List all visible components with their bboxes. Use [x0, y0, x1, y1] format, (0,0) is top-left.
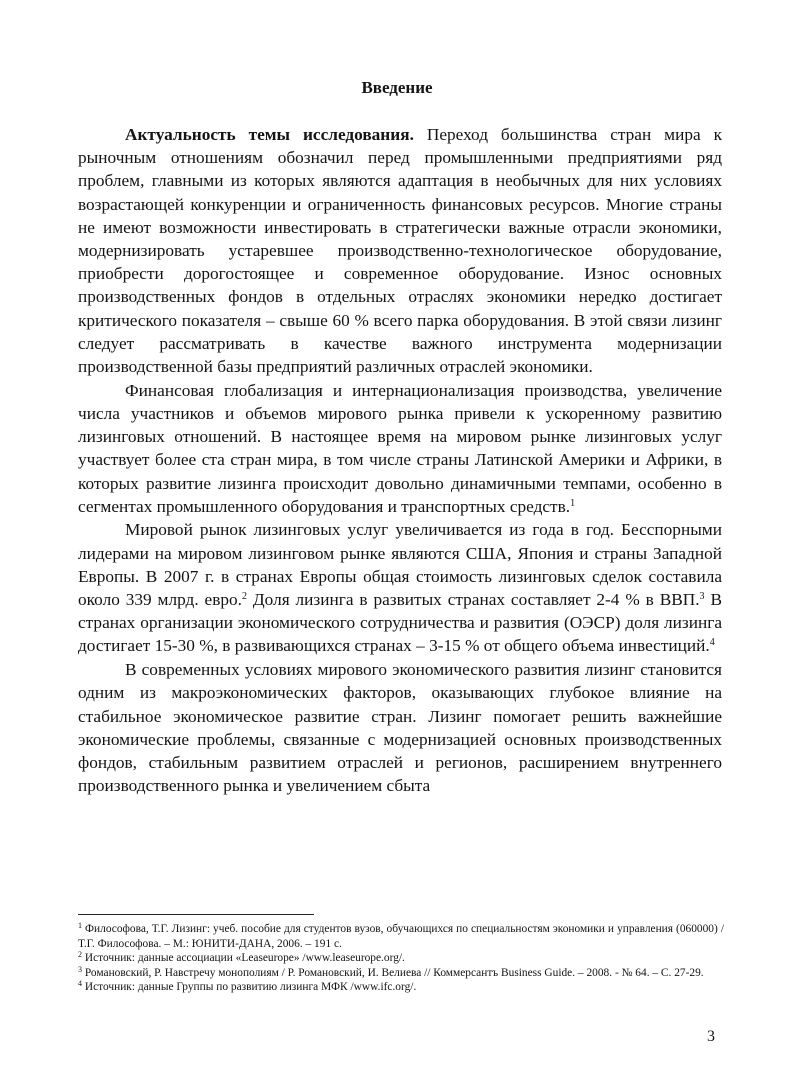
paragraph-world-market — [78, 518, 722, 657]
paragraph-macro-factor — [78, 658, 722, 797]
footnote-text: Источник: данные Группы по развитию лизинга МФК /www.ifc.org/. — [84, 981, 417, 994]
paragraph-text: Доля лизинга в развитых странах составляет 2-4 % в ВВП. — [246, 590, 700, 610]
paragraph-text: В странах организации экономического сотрудничества и развития (ОЭСР) доля лизинга достигает 15-30 %, в развивающихся странах – 3-15 % от общего объема инвестиций. — [78, 590, 722, 656]
paragraph-text: Мировой рынок лизинговых услуг увеличивается из года в год. Бесспорными лидерами на мировом лизинговом рынке являются США, Япония и страны Западной Европы. В 2007 г. в странах Европы общая стоимость лизинговых сделок составила около 339 млрд. евро. — [78, 520, 722, 610]
main-text — [78, 123, 722, 797]
relevance-heading: Актуальность темы исследования. — [125, 125, 414, 144]
paragraph-text: Переход большинства стран мира к рыночным отношениям обозначил перед промышленными предприятиями ряд проблем, главными из которых являются адаптация в необычных для них условиях возрастающей конкуренции и ограниченность финансовых ресурсов. Многие страны не имеют возможности инвестировать в стратегически важные отрасли экономики, модернизировать устаревшее производственно-технологическое оборудование, приобрести дорогостоящее и современное оборудование. Износ основных производственных фондов в отдельных отраслях экономики нередко достигает критического показателя – свыше 60 % всего парка оборудования. В этой связи лизинг следует рассматривать в качестве важного инструмента модернизации производственной базы предприятий различных отраслей экономики. — [78, 125, 722, 377]
footnote-ref[interactable]: 2 — [241, 591, 247, 603]
page-number: 3 — [707, 1028, 715, 1045]
footnote-item — [78, 980, 724, 995]
footnote-ref[interactable]: 4 — [709, 637, 715, 649]
footnote-item — [78, 922, 724, 951]
footnote-number: 3 — [78, 964, 82, 974]
footnotes — [78, 922, 724, 995]
footnote-text: Романовский, Р. Навстречу монополиям / Р. Романовский, И. Велиева // Коммерсантъ Business Guide. – 2008. - № 64. – С. 27-29. — [84, 966, 704, 979]
footnote-number: 2 — [78, 950, 82, 960]
footnote-text: Философова, Т.Г. Лизинг: учеб. пособие для студентов вузов, обучающихся по специальностям экономики и управления (060000) / Т.Г. Философова. – М.: ЮНИТИ-ДАНА, 2006. – 191 с. — [78, 923, 724, 950]
footnote-item — [78, 966, 724, 981]
paragraph-relevance — [78, 123, 722, 378]
page-title: Введение — [361, 78, 433, 97]
footnote-number: 1 — [78, 921, 82, 930]
footnote-divider — [78, 914, 314, 915]
paragraph-globalization — [78, 379, 722, 518]
footnote-item — [78, 951, 724, 966]
paragraph-text: В современных условиях мирового экономического развития лизинг становится одним из макроэкономических факторов, оказывающих глубокое влияние на стабильное экономическое развитие стран. Лизинг помогает решить важнейшие экономические проблемы, связанные с модернизацией основных производственных фондов, стабильным развитием отраслей и регионов, расширением внутреннего производственного рынка и увеличением сбыта — [78, 660, 722, 796]
footnote-ref[interactable]: 3 — [699, 591, 705, 603]
footnote-number: 4 — [78, 979, 82, 989]
footnote-ref[interactable]: 1 — [570, 497, 576, 509]
footnote-text: Источник: данные ассоциации «Leaseurope» /www.leaseurope.org/. — [84, 952, 405, 965]
paragraph-text: Финансовая глобализация и интернационализация производства, увеличение числа участников и объемов мирового рынка привели к ускоренному развитию лизинговых отношений. В настоящее время на мировом рынке лизинговых услуг участвует более ста стран мира, в том числе страны Латинской Америки и Африки, в которых развитие лизинга происходит довольно динамичными темпами, особенно в сегментах промышленного оборудования и транспортных средств. — [78, 380, 722, 516]
